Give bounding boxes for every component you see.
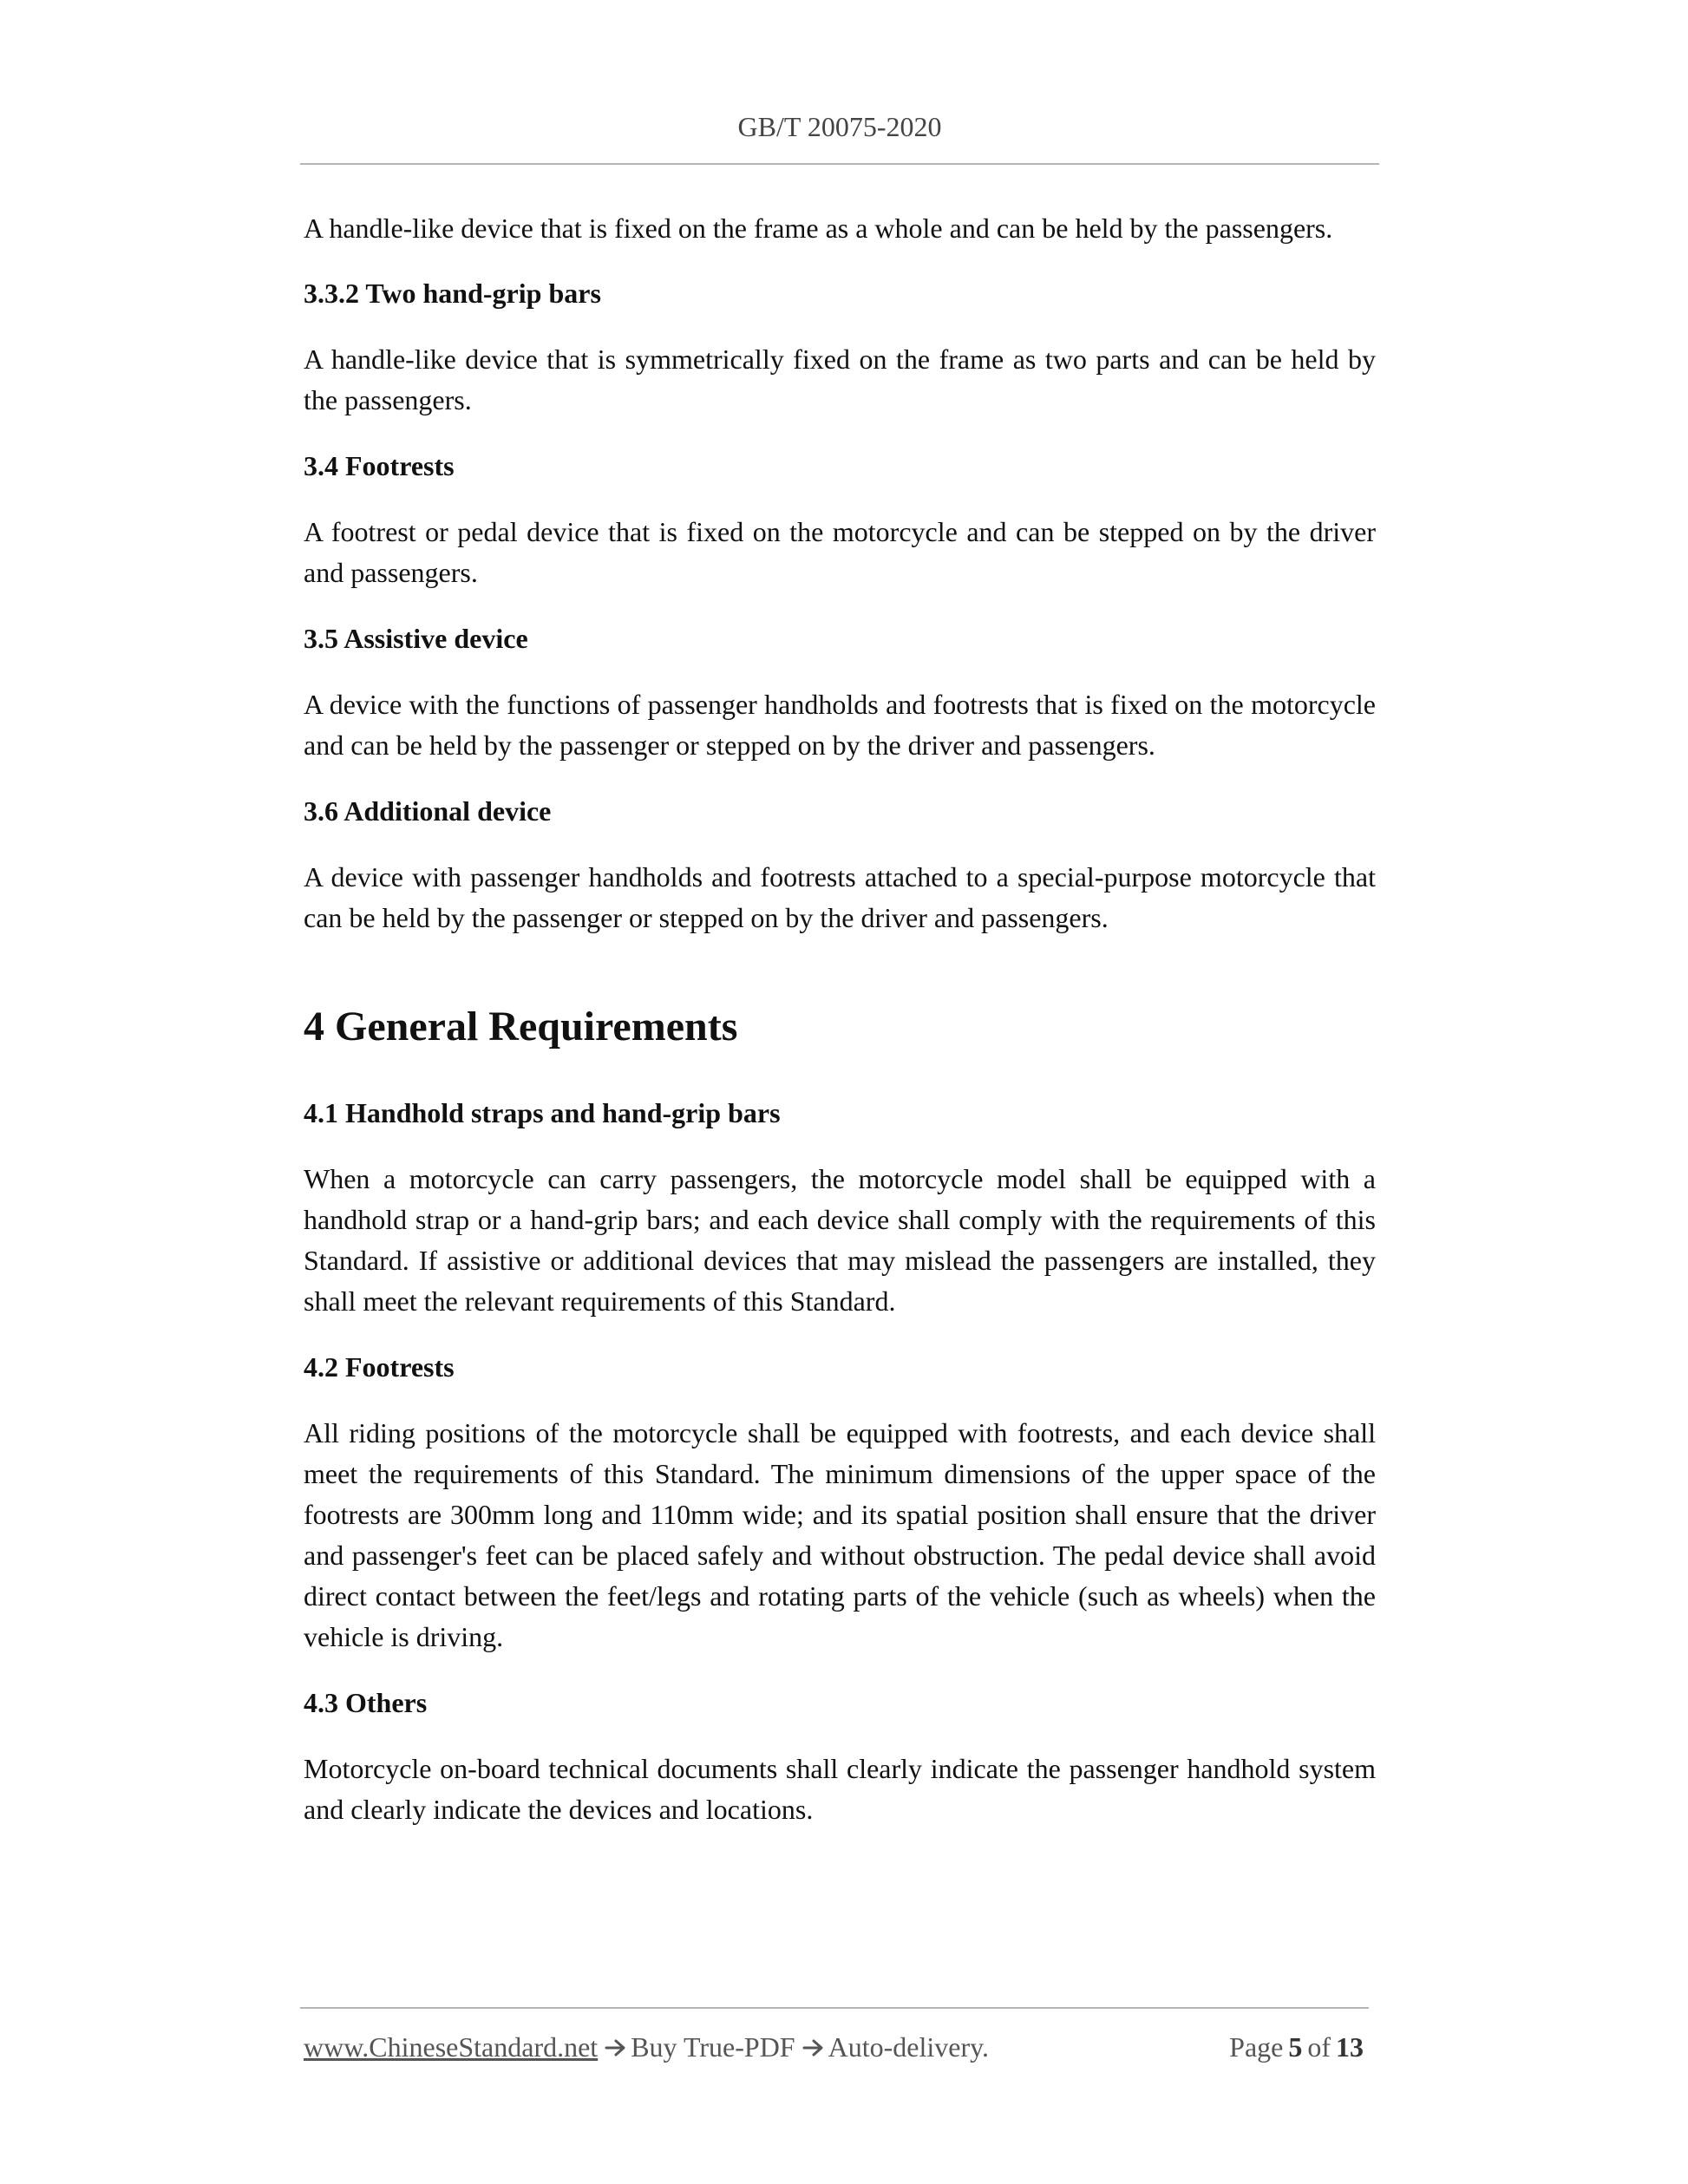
page-footer: [304, 2028, 1369, 2066]
header-divider: [300, 163, 1379, 165]
auto-delivery-text: Auto-delivery.: [828, 2031, 990, 2063]
paragraph-4-1: When a motorcycle can carry passengers, the motorcycle model shall be equipped with a handhold strap or a hand-grip bars; and each device shall comply with the requirements of this Standard. If assistive or additional devices that may mislead the passengers are installed, they shall meet the relevant requirements of this Standard.: [304, 1163, 1376, 1317]
section-4-title: 4 General Requirements: [304, 1004, 738, 1049]
footer-promo: [304, 2028, 989, 2066]
right-arrow-icon: [802, 2038, 825, 2057]
page-label: Page: [1229, 2031, 1284, 2063]
page-indicator: [1229, 2028, 1364, 2066]
heading-3-3-2: 3.3.2 Two hand-grip bars: [304, 278, 601, 309]
current-page-number: 5: [1288, 2031, 1303, 2063]
definition-3-3-1: A handle-like device that is fixed on the frame as a whole and can be held by the passengers.: [304, 213, 1333, 244]
website-link[interactable]: www.ChineseStandard.net: [304, 2031, 599, 2063]
definition-3-3-2: A handle-like device that is symmetrically fixed on the frame as two parts and can be held by the passengers.: [304, 343, 1376, 415]
definition-3-4: A footrest or pedal device that is fixed on the motorcycle and can be stepped on by the driver and passengers.: [304, 516, 1376, 588]
document-body: [304, 208, 1376, 1830]
paragraph-4-2: All riding positions of the motorcycle shall be equipped with footrests, and each device shall meet the requirements of this Standard. The minimum dimensions of the upper space of the footrests are 300mm long and 110mm wide; and its spatial position shall ensure that the driver and passenger's feet can be placed safely and without obstruction. The pedal device shall avoid direct contact between the feet/legs and rotating parts of the vehicle (such as wheels) when the vehicle is driving.: [304, 1417, 1376, 1652]
heading-4-3: 4.3 Others: [304, 1687, 428, 1718]
page-header-title: GB/T 20075-2020: [737, 111, 942, 142]
paragraph-4-3: Motorcycle on-board technical documents shall clearly indicate the passenger handhold system and clearly indicate the devices and locations.: [304, 1753, 1376, 1825]
heading-4-1: 4.1 Handhold straps and hand-grip bars: [304, 1097, 781, 1128]
buy-true-pdf-text: Buy True-PDF: [631, 2031, 795, 2063]
definition-3-6: A device with passenger handholds and footrests attached to a special-purpose motorcycle that can be held by the passenger or stepped on by the driver and passengers.: [304, 861, 1376, 933]
heading-3-5: 3.5 Assistive device: [304, 623, 528, 654]
right-arrow-icon: [605, 2038, 627, 2057]
of-label: of: [1307, 2031, 1331, 2063]
footer-divider: [300, 2007, 1369, 2009]
heading-3-6: 3.6 Additional device: [304, 795, 552, 827]
total-page-count: 13: [1336, 2031, 1364, 2063]
definition-3-5: A device with the functions of passenger handholds and footrests that is fixed on the motorcycle and can be held by the passenger or stepped on by the driver and passengers.: [304, 689, 1376, 761]
heading-3-4: 3.4 Footrests: [304, 450, 455, 481]
heading-4-2: 4.2 Footrests: [304, 1351, 455, 1383]
